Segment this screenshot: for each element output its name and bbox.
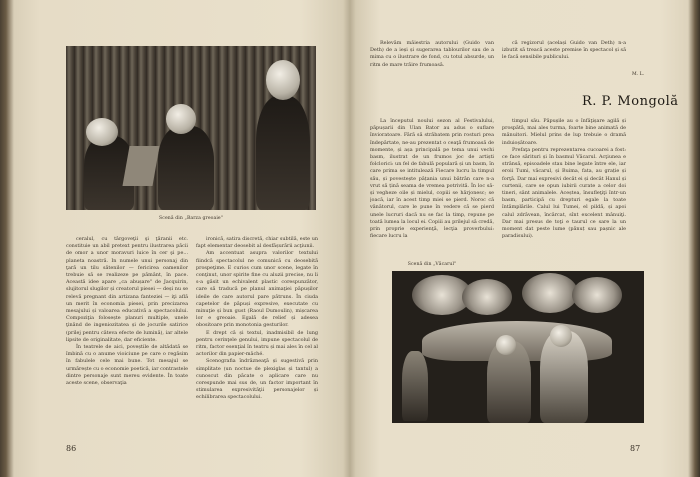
- left-column-2: [196, 236, 318, 438]
- scenery-tree-2: [462, 279, 512, 315]
- paragraph: Relevăm măiestria autorului (Guido van Deth) de a ieși și sugerarea tablourilor sau de a mima cu o ilustrare de fond, cu totul absurde, un ritm de mare trăire frumoasă.: [370, 40, 494, 68]
- section-heading: R. P. Mongolă: [582, 94, 679, 109]
- puppet-head-left: [86, 118, 118, 146]
- puppet-head-right: [550, 325, 572, 347]
- caption-right-photo: Scenă din „Văcarul": [407, 262, 457, 267]
- paragraph: Am accentuat asupra valorilor textului fiindcă spectacolul ne comunică cu deosebită prospeţime. E curios cum unor scene, legate în conţinut, unor spirite fine cu aluzii precise, nu li s-a găsit un echivalent plastic corespunzător, care să traducă pe planul animaţiei păpușilor ideile de care autorul pare pătruns. În ciuda capetelor de păpuși expresive, executate cu minuţie și bun gust (Raoul Dumoulin), mișcarea lor e greoaie. Egală de relief și adesea obositoare prin monotonia gesturilor.: [196, 250, 318, 329]
- puppet-head-right: [266, 60, 300, 100]
- scenery-tree-3: [522, 273, 578, 313]
- right-top-column-1: [370, 40, 494, 84]
- paragraph: Scenografia îndrăzneaţă și sugestivă prin simplitate (un noctue de plexiglas și tantul) a cunoscut din păcate o aplicare care nu corespunde mai sus de, un factor important în stimularea expresivităţii personajelor și echilibrarea spectacolului.: [196, 358, 318, 401]
- author-initials: M. L.: [632, 72, 645, 77]
- right-column-1: [370, 118, 494, 266]
- puppet-robe-right: [256, 96, 310, 210]
- paragraph: ceralul, cu târgoveţii şi ţăranii etc. constituie un abil pretext pentru ilustrarea păcii de omor a unor moravuri luice în cer şi pe... planeta noastră. In numele unui personaj din ţară un tilu sătenilor — fericirea oamenilor trebuie să se realizeze pe pământ, în pace. Această idee apare „ca abușare" de Jacquirin, slujitorul slugilor și creatorul piesei — deși nu se relevă pregnant din artizana fanteziei — iţi află un merit în economia piesei, prin precizarea mesajului și valoarea educativă a spectacolului. Compoziţia folosește planuri multiple, unele ţinând de ingeniozitatea și de jocurile satirice (prilej pentru câteva efecte de lumină), iar altele lipsite de originalitate, dar eficiente.: [66, 236, 188, 343]
- photo-barza-greoaie: [66, 46, 316, 210]
- paragraph: ironică, satira discretă, chiar subtilă, este un fapt elementar deosebit al desfășurării acţiunii.: [196, 236, 318, 250]
- page-number-right: 87: [630, 444, 641, 453]
- caption-left-photo: Scenă din „Barza greoaie": [159, 216, 223, 221]
- scenery-tree-4: [572, 277, 622, 313]
- right-page: [352, 0, 690, 477]
- page-number-left: 86: [66, 444, 77, 453]
- paragraph: că regizorul (același Guido van Deth) n-a izbutit să treacă aceste premise în spectacol și să le facă sensibile publicului.: [502, 40, 626, 61]
- puppet-figure-left: [402, 351, 428, 421]
- right-top-column-2: [502, 40, 626, 70]
- paragraph: La începutul noului sezon al Festivalului, păpușarii din Ulan Bator au adus o suflare învioratoare. Fără să străbatem prin rosturi prea îndepărtate, ne-au prezentat o ceaţă frumoasă de momente, și așa principală pe tema unui vechi basm, ilustrat de un frumos joc de artiști folclorici: un fel de fabulă populară și un basm, în care prima se intitulează Fiecare lucru la timpul său, și povestește pățania unui bătrân care n-a vrut să țină seama de vremea potrivită. În loc să-și vegheze oile și mielul, copiii se hârjonesc; se joacă, iar în acest timp miei se pierd. Noroc că vânătorul, care le pune în vedere că se pierd unele lucruri dacă nu se fac la timp, repune pe toată lumea la locul ei. Copiii au prilejul să credă, prin proprie experienţă, lecţia proverbului: fiecare lucru la: [370, 118, 494, 240]
- left-column-1: [66, 236, 188, 438]
- paragraph: În teatrele de aici, poveștile de altădată se îmbină cu o anume vioiciune pe care o regăsim în fabulele cele mai bune. Tot mesajul se urmărește cu o economie poetică, iar contrastele dintre personaje sunt mereu evidente. În toate aceste scene, observaţia: [66, 344, 188, 387]
- paragraph: Prefaţa pentru reprezentarea cucoarei a fost: ce face sărituri și în basmul Văcarul. Acţiunea e strânsă, episoadele stau bine legate între ele, iar eroii Tumi, văcarul, și Buima, fata, au grație și forţă. Dar mai expresivi decât ei și decât Hanul și curtenii, care se opun iubirii curate a celor doi tineri, sânt animalele. Aceștea, însufleţiţi într-un basm, participă cu drepturi egale la toate întâmplările. Calul lui Tumei, el pildă, și apoi calul zdrăvean, încărcat, sînt excelent mânuiţi. Dar mai presus de toţi e taurul ce sare la un moment dat peste lume (pănuț sau pașnic ale paradisului).: [502, 146, 626, 240]
- puppet-robe-center: [158, 126, 214, 210]
- left-page: [10, 0, 348, 477]
- photo-vacarul: [392, 271, 644, 423]
- puppet-head-center: [496, 335, 516, 355]
- paragraph: timpul său. Păpușile au o înfăţișare agilă și prospătă, mai ales turma, foarte bine animată de mânuitori. Mielul prins de lup trebuie o dramă induioșătoare.: [502, 118, 626, 146]
- paragraph: E drept că și textul, inadmisibil de lung pentru cerinţele genului, impune spectacolul de ritm, factor esenţial în teatru și mai ales în cel al actorilor din papier-mâché.: [196, 329, 318, 358]
- puppet-head-center: [166, 104, 196, 134]
- right-column-2: [502, 118, 626, 268]
